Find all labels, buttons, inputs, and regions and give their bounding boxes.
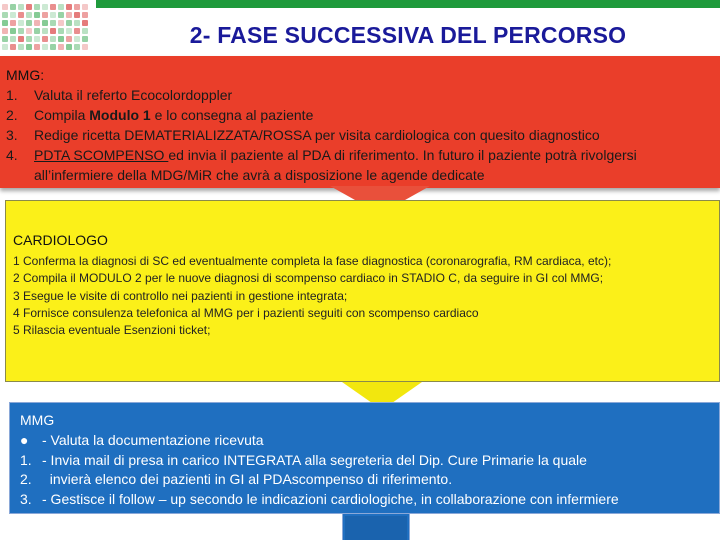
grid-dot (18, 44, 24, 50)
grid-dot (26, 44, 32, 50)
grid-dot (10, 36, 16, 42)
page-title: 2- FASE SUCCESSIVA DEL PERCORSO (189, 22, 627, 48)
list-number: 1. (6, 87, 18, 103)
grid-dot (18, 20, 24, 26)
list-text: - Valuta la documentazione ricevuta (42, 432, 264, 448)
grid-dot (2, 28, 8, 34)
grid-dot (42, 12, 48, 18)
grid-dot (26, 4, 32, 10)
grid-dot (2, 36, 8, 42)
grid-dot (82, 36, 88, 42)
grid-dot (58, 4, 64, 10)
grid-dot (34, 20, 40, 26)
grid-dot (74, 36, 80, 42)
list-number: 3. (6, 127, 18, 143)
list-text: all’infermiere della MDG/MiR che avrà a disposizione le agende dedicate (34, 167, 485, 183)
grid-dot (42, 20, 48, 26)
list-item (20, 431, 720, 451)
grid-dot (2, 44, 8, 50)
grid-dot (10, 28, 16, 34)
grid-dot (2, 12, 8, 18)
grid-dot (58, 44, 64, 50)
grid-dot (66, 36, 72, 42)
down-arrow-icon (342, 514, 410, 540)
list-number: 1. (20, 451, 32, 468)
grid-dot (82, 12, 88, 18)
list-item (20, 490, 720, 510)
mmg-initial-box (0, 56, 720, 188)
grid-dot (66, 28, 72, 34)
grid-dot (66, 4, 72, 10)
list-text: e lo consegna al paziente (150, 107, 314, 123)
grid-dot (74, 4, 80, 10)
grid-dot (50, 28, 56, 34)
grid-dot (34, 12, 40, 18)
list-number: 3. (20, 490, 32, 507)
grid-dot (10, 4, 16, 10)
grid-dot (42, 28, 48, 34)
bullet-icon: ● (20, 432, 29, 448)
list-number: 4. (6, 147, 18, 163)
grid-dot (26, 20, 32, 26)
list-item (6, 85, 720, 105)
list-item: 1 Conferma la diagnosi di SC ed eventualmente completa la fase diagnostica (coronarografia, RM cardiaca, etc); (13, 254, 612, 268)
list-item: 5 Rilascia eventuale Esenzioni ticket; (13, 323, 211, 338)
mmg-initial-list (6, 85, 720, 185)
list-number: 2. (6, 107, 18, 123)
grid-dot (58, 12, 64, 18)
grid-dot (18, 4, 24, 10)
grid-dot (66, 44, 72, 50)
grid-dot (74, 44, 80, 50)
grid-dot (34, 36, 40, 42)
grid-dot (66, 12, 72, 18)
grid-dot (18, 12, 24, 18)
list-text: Valuta il referto Ecocolordoppler (34, 87, 233, 103)
list-item (6, 125, 720, 145)
list-item (6, 145, 720, 165)
grid-dot (74, 28, 80, 34)
grid-dot (34, 44, 40, 50)
grid-dot (58, 28, 64, 34)
list-item (20, 451, 720, 471)
mmg-followup-box (9, 402, 720, 514)
pdta-link[interactable]: PDTA SCOMPENSO (34, 147, 169, 163)
grid-dot (2, 4, 8, 10)
grid-dot (50, 12, 56, 18)
list-item-continuation (6, 165, 720, 185)
grid-dot (34, 4, 40, 10)
list-number: 2. (20, 471, 32, 487)
grid-dot (10, 12, 16, 18)
grid-dot (26, 28, 32, 34)
grid-dot (50, 36, 56, 42)
grid-dot (26, 12, 32, 18)
grid-dot (50, 4, 56, 10)
grid-dot (74, 20, 80, 26)
list-text: ed invia il paziente al PDA di riferimento. In futuro il paziente potrà rivolgersi (168, 147, 637, 163)
cardiologo-list (13, 253, 718, 339)
decorative-dot-grid (2, 4, 92, 52)
mmg-initial-heading: MMG: (6, 67, 45, 83)
grid-dot (82, 4, 88, 10)
list-text: Redige ricetta DEMATERIALIZZATA/ROSSA per visita cardiologica con quesito diagnostico (34, 127, 600, 143)
grid-dot (66, 20, 72, 26)
grid-dot (10, 20, 16, 26)
grid-dot (58, 36, 64, 42)
grid-dot (82, 28, 88, 34)
grid-dot (82, 44, 88, 50)
list-item: 2 Compila il MODULO 2 per le nuove diagnosi di scompenso cardiaco in STADIO C, da seguire in GI col MMG; (13, 271, 604, 286)
list-text-bold: Modulo 1 (89, 107, 151, 123)
mmg-followup-heading: MMG (20, 412, 55, 428)
grid-dot (74, 12, 80, 18)
grid-dot (26, 36, 32, 42)
list-text: Compila (34, 107, 90, 123)
mmg-followup-list (20, 431, 720, 509)
grid-dot (18, 36, 24, 42)
cardiologo-box (5, 200, 720, 382)
grid-dot (58, 20, 64, 26)
grid-dot (42, 36, 48, 42)
list-item (6, 105, 720, 125)
list-item (20, 470, 720, 490)
grid-dot (50, 20, 56, 26)
list-text: invierà elenco dei pazienti in GI al PDAscompenso di riferimento. (42, 471, 453, 487)
grid-dot (18, 28, 24, 34)
list-item: 3 Esegue le visite di controllo nei pazienti in gestione integrata; (13, 288, 348, 303)
list-text: - Invia mail di presa in carico INTEGRATA alla segreteria del Dip. Cure Primarie la quale (42, 451, 587, 468)
grid-dot (42, 4, 48, 10)
grid-dot (2, 20, 8, 26)
grid-dot (82, 20, 88, 26)
grid-dot (34, 28, 40, 34)
list-text: - Gestisce il follow – up secondo le indicazioni cardiologiche, in collaborazione con infermiere (42, 490, 619, 507)
list-item: 4 Fornisce consulenza telefonica al MMG per i pazienti seguiti con scompenso cardiaco (13, 305, 479, 320)
cardiologo-heading: CARDIOLOGO (13, 232, 108, 248)
grid-dot (10, 44, 16, 50)
grid-dot (42, 44, 48, 50)
grid-dot (50, 44, 56, 50)
